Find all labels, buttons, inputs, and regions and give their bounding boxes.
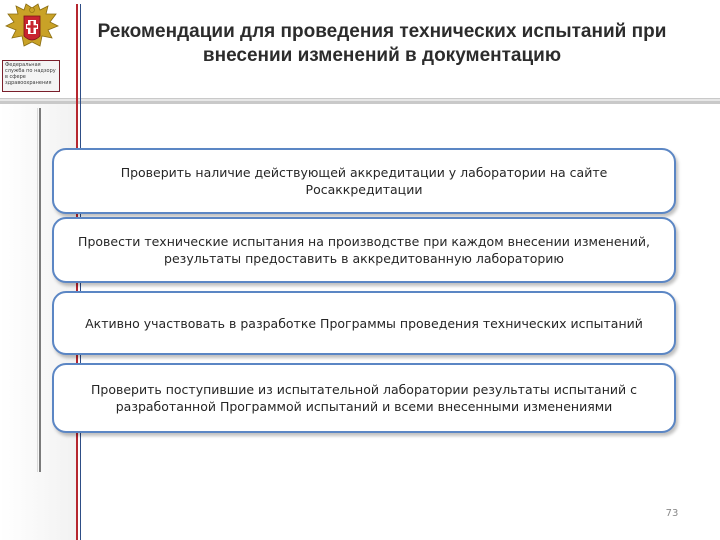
step-box-1: Проверить наличие действующей аккредитации у лаборатории на сайте Росаккредитации [52, 148, 676, 214]
page-number: 73 [665, 508, 679, 519]
slide-header [0, 0, 720, 100]
header-divider-highlight [0, 99, 720, 101]
side-line-light [37, 108, 38, 472]
org-caption: Федеральная служба по надзору в сфере здравоохранения [2, 60, 60, 92]
step-box-4: Проверить поступившие из испытательной лаборатории результаты испытаний с разработанной Программой испытаний и всеми внесенными изменениями [52, 363, 676, 433]
step-box-2: Провести технические испытания на производстве при каждом внесении изменений, результаты предоставить в аккредитованную лабораторию [52, 217, 676, 283]
page-title: Рекомендации для проведения технических испытаний при внесении изменений в документацию [97, 21, 667, 66]
step-box-3: Активно участвовать в разработке Программы проведения технических испытаний [52, 291, 676, 355]
process-steps [52, 145, 678, 435]
side-line [39, 108, 41, 472]
